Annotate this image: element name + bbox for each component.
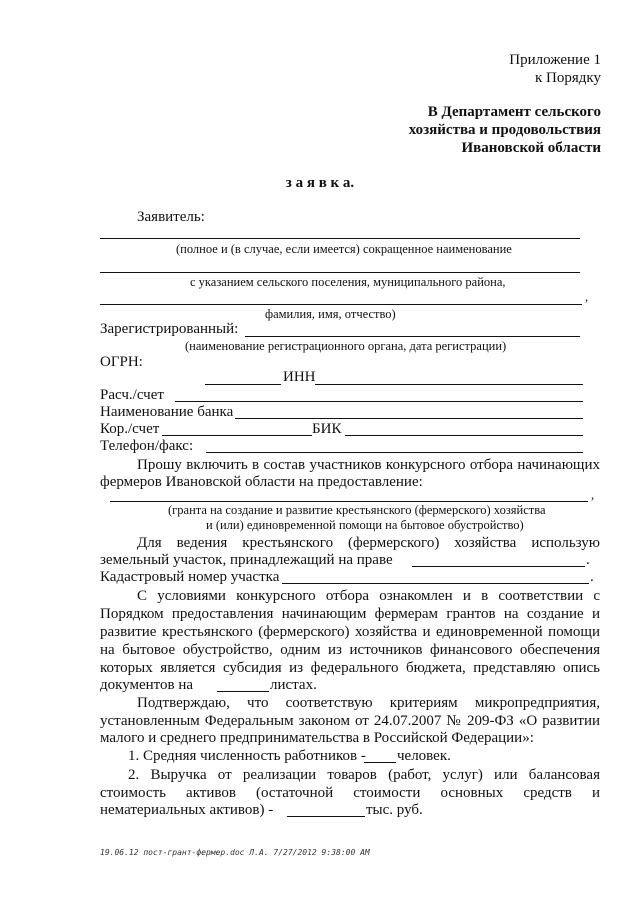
registered-label: Зарегистрированный:: [100, 321, 239, 337]
request-line-2: фермеров Ивановской области на предоставление:: [100, 474, 423, 490]
appendix-label: Приложение 1: [509, 52, 601, 68]
pages-count-field: [217, 691, 269, 692]
comma-mark: ,: [591, 488, 595, 502]
conditions-line-2: Порядком предоставления начинающим фермерам грантов на создание и: [100, 606, 600, 622]
addressee-line-3: Ивановской области: [461, 140, 601, 156]
order-label: к Порядку: [535, 70, 601, 86]
hint-grant-2: и (или) единовременной помощи на бытовое обустройство): [206, 518, 524, 532]
bik-field: [345, 435, 583, 436]
conditions-line-1: С условиями конкурсного отбора ознакомлен и в соответствии с: [137, 588, 600, 604]
addressee-line-1: В Департамент сельского: [427, 104, 601, 120]
applicant-name-field: [100, 238, 580, 239]
conditions-line-4: на бытовое обустройство, одним из источников финансового обеспечения: [100, 642, 600, 658]
land-line-1: Для ведения крестьянского (фермерского) хозяйства использую: [137, 535, 600, 551]
inn-field: [315, 384, 583, 385]
item-2-line-3-end: тыс. руб.: [366, 802, 423, 818]
employees-count-field: [364, 762, 396, 763]
bik-label: БИК: [312, 421, 342, 437]
bank-label: Наименование банка: [100, 404, 234, 420]
hint-full-name: (полное и (в случае, если имеется) сокращенное наименование: [176, 242, 512, 256]
corr-account-field: [162, 435, 312, 436]
land-line-2: земельный участок, принадлежащий на праве: [100, 552, 393, 568]
page-title: з а я в к а.: [285, 175, 355, 191]
bank-field: [235, 418, 583, 419]
period-mark: .: [586, 552, 590, 568]
addressee-line-2: хозяйства и продовольствия: [408, 122, 601, 138]
phone-field: [206, 452, 583, 453]
phone-label: Телефон/факс:: [100, 438, 194, 454]
item-2-line-3-start: нематериальных активов) -: [100, 802, 274, 818]
conditions-line-5: которых является субсидия из федерального бюджета, представляю опись: [100, 660, 600, 676]
hint-registration: (наименование регистрационного органа, дата регистрации): [185, 339, 507, 353]
account-label: Расч./счет: [100, 387, 164, 403]
inn-label: ИНН: [283, 369, 316, 385]
item-1-start: 1. Средняя численность работников -: [128, 748, 366, 764]
confirm-line-2: установленным Федеральным законом от 24.07.2007 № 209-ФЗ «О развитии: [100, 713, 600, 729]
comma-mark: ,: [585, 290, 589, 304]
cadastral-label: Кадастровый номер участка: [100, 569, 280, 585]
conditions-line-3: развитие крестьянского (фермерского) хозяйства и единовременной помощи: [100, 624, 600, 640]
ogrn-field: [205, 384, 281, 385]
ogrn-label: ОГРН:: [100, 354, 143, 370]
confirm-line-1: Подтверждаю, что соответствую критериям микропредприятия,: [137, 695, 600, 711]
land-right-field: [412, 566, 585, 567]
applicant-location-field: [100, 272, 580, 273]
confirm-line-3: малого и среднего предпринимательства в Российской Федерации»:: [100, 730, 534, 746]
conditions-line-6-start: документов на: [100, 677, 194, 693]
applicant-label: Заявитель:: [137, 209, 205, 225]
revenue-field: [287, 816, 365, 817]
corr-account-label: Кор./счет: [100, 421, 160, 437]
cadastral-field: [282, 583, 589, 584]
conditions-line-6-end: листах.: [270, 677, 317, 693]
period-mark: .: [590, 569, 594, 585]
item-2-line-1: 2. Выручка от реализации товаров (работ, услуг) или балансовая: [128, 767, 600, 783]
document-footer: 19.06.12 пост-грант-фермер.doc Л.А. 7/27/2012 9:38:00 AM: [100, 848, 370, 857]
registered-field: [245, 336, 580, 337]
item-2-line-2: стоимость активов (остаточной стоимости основных средств и: [100, 785, 600, 801]
applicant-fio-field: [100, 304, 582, 305]
hint-fio: фамилия, имя, отчество): [265, 307, 396, 321]
request-line-1: Прошу включить в состав участников конкурсного отбора начинающих: [137, 457, 600, 473]
item-1-end: человек.: [397, 748, 451, 764]
hint-location: с указанием сельского поселения, муниципального района,: [190, 275, 506, 289]
request-subject-field: [110, 501, 588, 502]
account-field: [175, 401, 583, 402]
hint-grant-1: (гранта на создание и развитие крестьянского (фермерского) хозяйства: [168, 503, 546, 517]
